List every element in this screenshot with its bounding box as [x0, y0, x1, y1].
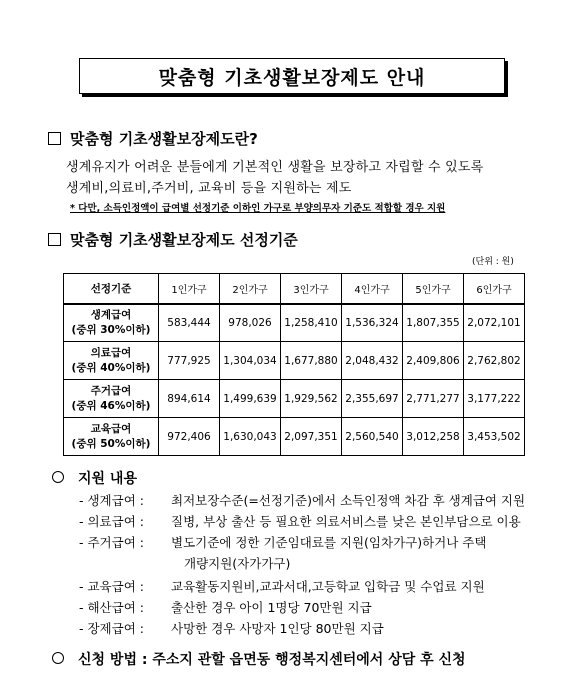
header-cell: 1인가구	[159, 274, 220, 304]
table-cell: 1,630,043	[220, 418, 281, 456]
table-cell: 2,097,351	[281, 418, 342, 456]
table-cell: 1,536,324	[342, 304, 403, 342]
table-cell: 1,499,639	[220, 380, 281, 418]
row-label	[64, 418, 159, 456]
square-bullet-icon	[48, 233, 61, 246]
row-label-criterion: (중위 50%이하)	[71, 437, 151, 450]
circle-bullet-icon	[52, 652, 64, 664]
unit-label: (단위 : 원)	[472, 257, 514, 267]
support-item-text: 최저보장수준(=선정기준)에서 소득인정액 차감 후 생계급여 지원	[171, 493, 526, 508]
table-cell: 2,560,540	[342, 418, 403, 456]
row-label	[64, 380, 159, 418]
table-cell: 2,355,697	[342, 380, 403, 418]
table-cell: 894,614	[159, 380, 220, 418]
row-label-name: 교육급여	[90, 422, 132, 435]
apply-heading-text: 신청 방법 : 주소지 관할 읍면동 행정복지센터에서 상담 후 신청	[78, 652, 466, 668]
support-item	[79, 512, 521, 530]
support-item-label: - 생계급여 :	[79, 493, 144, 508]
table-cell: 972,406	[159, 418, 220, 456]
row-label-name: 생계급여	[90, 308, 132, 321]
row-label	[64, 304, 159, 342]
page-title: 맞춤형 기초생활보장제도 안내	[79, 58, 505, 94]
section-criteria-heading	[48, 229, 298, 250]
table-cell: 1,677,880	[281, 342, 342, 380]
support-heading-text: 지원 내용	[78, 471, 137, 487]
table-row	[64, 418, 525, 456]
support-item	[79, 577, 485, 595]
support-item-label: - 의료급여 :	[79, 514, 144, 529]
support-item-label: - 교육급여 :	[79, 579, 144, 594]
criteria-table	[63, 273, 525, 456]
header-cell: 2인가구	[220, 274, 281, 304]
header-cell: 3인가구	[281, 274, 342, 304]
circle-bullet-icon	[52, 471, 64, 483]
table-cell: 2,409,806	[403, 342, 464, 380]
support-item-continuation: 개량지원(자가가구)	[184, 556, 291, 571]
table-cell: 3,177,222	[464, 380, 525, 418]
table-cell: 978,026	[220, 304, 281, 342]
apply-heading	[52, 649, 466, 669]
definition-line-2: 생계비,의료비,주거비, 교육비 등을 지원하는 제도	[66, 181, 352, 196]
table-cell: 1,258,410	[281, 304, 342, 342]
table-cell: 583,444	[159, 304, 220, 342]
table-cell: 3,012,258	[403, 418, 464, 456]
header-cell: 6인가구	[464, 274, 525, 304]
table-header-row	[64, 274, 525, 304]
support-item-text: 출산한 경우 아이 1명당 70만원 지급	[171, 600, 372, 615]
row-label	[64, 342, 159, 380]
row-label-name: 주거급여	[90, 384, 132, 397]
section-criteria-title: 맞춤형 기초생활보장제도 선정기준	[70, 231, 298, 249]
row-label-criterion: (중위 30%이하)	[71, 323, 151, 336]
support-item-text: 사망한 경우 사망자 1인당 80만원 지급	[171, 621, 384, 636]
table-cell: 2,072,101	[464, 304, 525, 342]
table-cell: 777,925	[159, 342, 220, 380]
table-cell: 2,762,802	[464, 342, 525, 380]
header-cell: 5인가구	[403, 274, 464, 304]
square-bullet-icon	[48, 132, 61, 145]
table-cell: 1,304,034	[220, 342, 281, 380]
support-item-text: 질병, 부상 출산 등 필요한 의료서비스를 낮은 본인부담으로 이용	[171, 514, 521, 529]
section-definition-heading	[48, 128, 258, 149]
table-cell: 2,048,432	[342, 342, 403, 380]
support-item	[79, 491, 525, 509]
definition-line-1: 생계유지가 어려운 분들에게 기본적인 생활을 보장하고 자립할 수 있도록	[66, 160, 484, 175]
table-row	[64, 304, 525, 342]
table-row	[64, 380, 525, 418]
table-cell: 2,771,277	[403, 380, 464, 418]
support-item	[79, 598, 372, 616]
support-item	[79, 619, 384, 637]
definition-note: * 다만, 소득인정액이 급여별 선정기준 이하인 가구로 부양의무자 기준도 적합할 경우 지원	[70, 203, 446, 214]
table-row	[64, 342, 525, 380]
support-heading	[52, 468, 137, 488]
support-item-text: 교육활동지원비,교과서대,고등학교 입학금 및 수업료 지원	[171, 579, 485, 594]
header-cell: 선정기준	[64, 274, 159, 304]
table-cell: 1,929,562	[281, 380, 342, 418]
row-label-name: 의료급여	[90, 346, 132, 359]
table-cell: 1,807,355	[403, 304, 464, 342]
row-label-criterion: (중위 46%이하)	[71, 399, 151, 412]
row-label-criterion: (중위 40%이하)	[71, 361, 151, 374]
support-item-label: - 해산급여 :	[79, 600, 144, 615]
table-cell: 3,453,502	[464, 418, 525, 456]
section-definition-title: 맞춤형 기초생활보장제도란?	[70, 130, 258, 148]
support-item-text: 별도기준에 정한 기준임대료를 지원(임차가구)하거나 주택	[171, 535, 487, 550]
support-item	[79, 533, 486, 551]
support-item-label: - 주거급여 :	[79, 535, 144, 550]
header-cell: 4인가구	[342, 274, 403, 304]
support-item-label: - 장제급여 :	[79, 621, 144, 636]
